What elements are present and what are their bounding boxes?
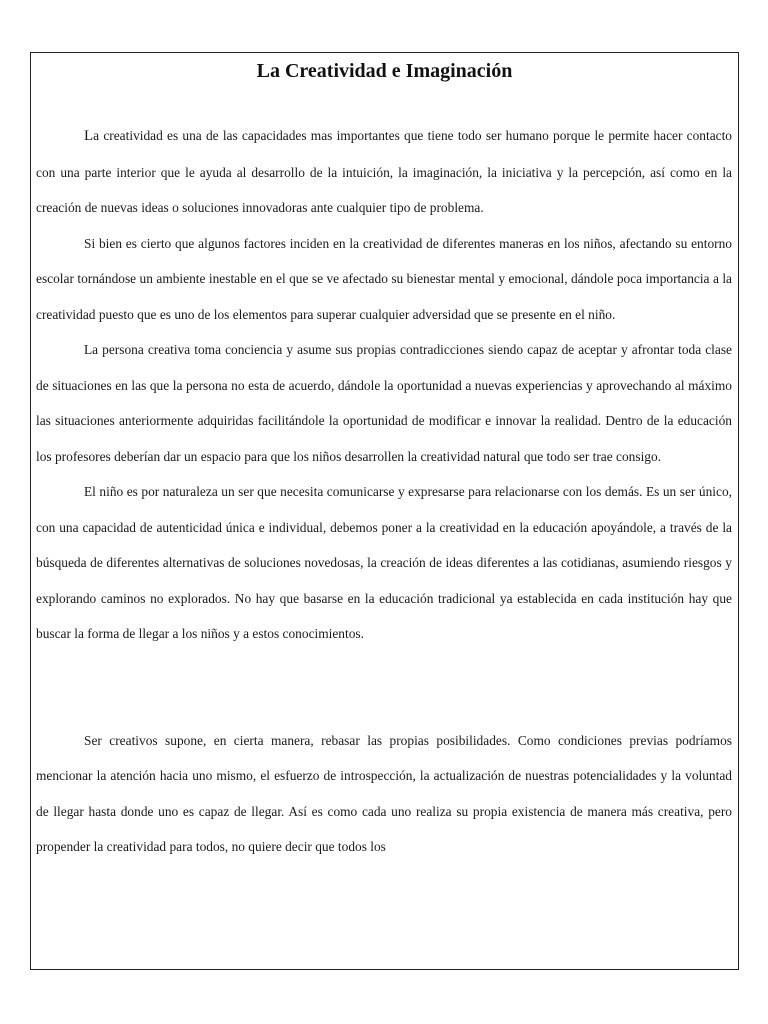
paragraph-1: La creatividad es una de las capacidades mas importantes que tiene todo ser humano porque le permite hacer contacto con una parte interior que le ayuda al desarrollo de la intuición, la imaginación, la iniciativa y la percepción, así como en la creación de nuevas ideas o soluciones innovadoras ante cualquier tipo de problema. — [36, 128, 732, 215]
document-title: La Creatividad e Imaginación — [256, 60, 513, 82]
paragraph-3: La persona creativa toma conciencia y asume sus propias contradicciones siendo capaz de aceptar y afrontar toda clase de situaciones en las que la persona no esta de acuerdo, dándole la oportunidad a nuevas experiencias y aprovechando al máximo las situaciones anteriormente adquiridas facilitándole la oportunidad de modificar e innovar la realidad. Dentro de la educación los profesores deberían dar un espacio para que los niños desarrollen la creatividad natural que todo ser trae consigo. — [36, 342, 732, 464]
paragraph-2: Si bien es cierto que algunos factores inciden en la creatividad de diferentes maneras en los niños, afectando su entorno escolar tornándose un ambiente inestable en el que se ve afectado su bienestar mental y emocional, dándole poca importancia a la creatividad puesto que es uno de los elementos para superar cualquier adversidad que se presente en el niño. — [36, 235, 732, 322]
document-page — [30, 52, 739, 970]
paragraph-4: El niño es por naturaleza un ser que necesita comunicarse y expresarse para relacionarse con los demás. Es un ser único, con una capacidad de autenticidad única e individual, debemos poner a la creatividad en la educación apoyándole, a través de la búsqueda de diferentes alternativas de soluciones novedosas, la creación de ideas diferentes a las cotidianas, asumiendo riesgos y explorando caminos no explorados. No hay que basarse en la educación tradicional ya establecida en cada institución hay que buscar la forma de llegar a los niños y a estos conocimientos. — [36, 484, 732, 641]
document-body — [36, 118, 732, 865]
paragraph-spacer — [36, 652, 732, 723]
paragraph-5: Ser creativos supone, en cierta manera, rebasar las propias posibilidades. Como condiciones previas podríamos mencionar la atención hacia uno mismo, el esfuerzo de introspección, la actualización de nuestras potencialidades y la voluntad de llegar hasta donde uno es capaz de llegar. Así es como cada uno realiza su propia existencia de manera más creativa, pero propender la creatividad para todos, no quiere decir que todos los — [36, 732, 732, 854]
